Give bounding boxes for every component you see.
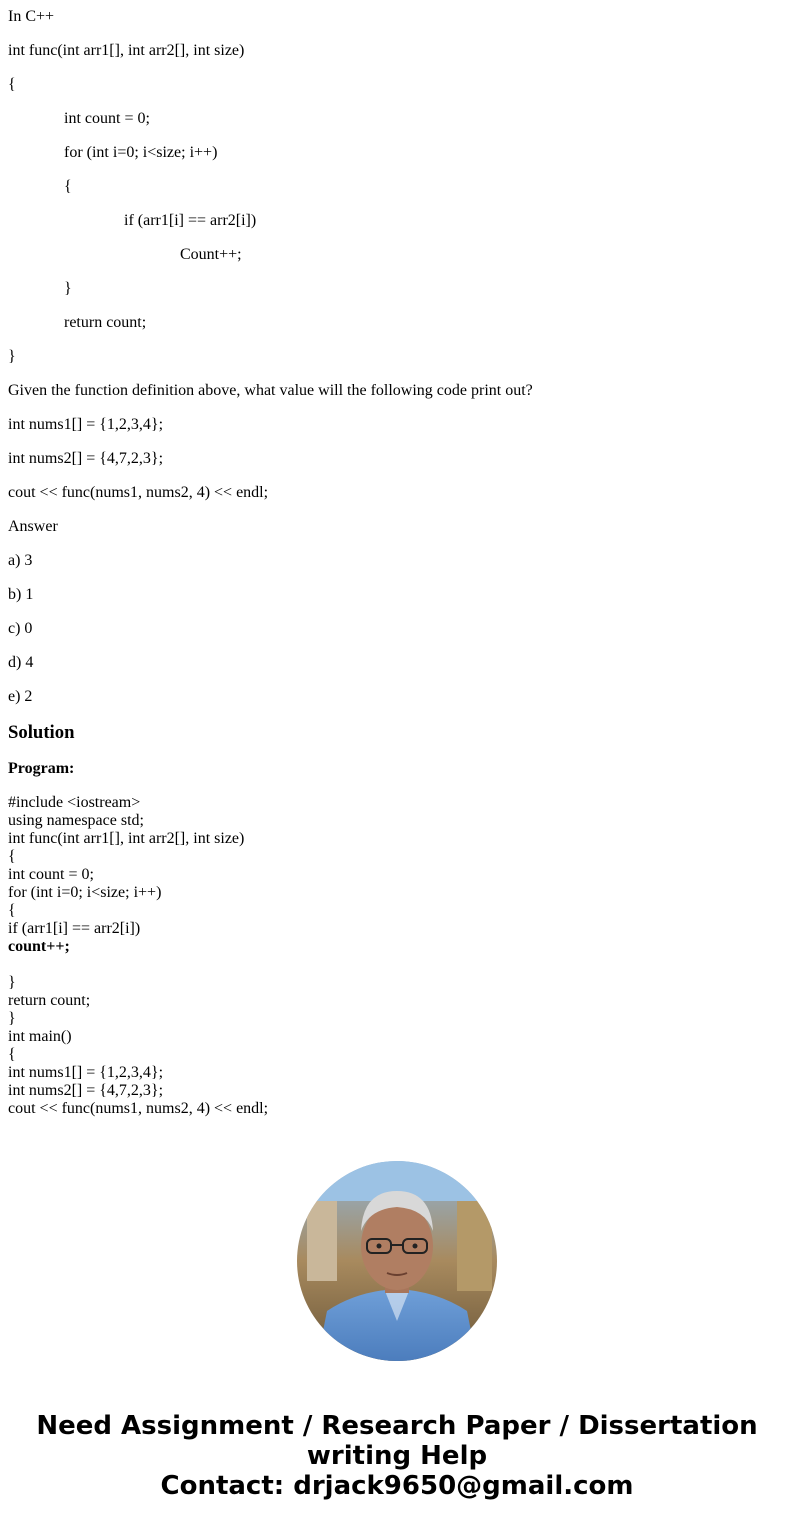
code-line: {	[8, 1046, 16, 1063]
code-blank-line	[8, 956, 786, 974]
solution-heading: Solution	[8, 722, 75, 743]
code-line: if (arr1[i] == arr2[i])	[8, 920, 141, 937]
code-line: {	[8, 902, 16, 919]
code-line: int func(int arr1[], int arr2[], int size)	[8, 830, 245, 847]
code-line: using namespace std;	[8, 812, 144, 829]
program-label: Program:	[8, 760, 75, 777]
question-line: Answer	[8, 518, 58, 535]
question-line: {	[64, 178, 72, 195]
question-line: a) 3	[8, 552, 33, 569]
question-line: Count++;	[180, 246, 242, 263]
question-line: return count;	[64, 314, 147, 331]
code-line: count++;	[8, 938, 70, 955]
code-line: return count;	[8, 992, 91, 1009]
question-line: }	[64, 280, 72, 297]
question-line: c) 0	[8, 620, 33, 637]
question-line: Given the function definition above, what value will the following code print out?	[8, 382, 533, 399]
code-line: #include <iostream>	[8, 794, 141, 811]
code-line: }	[8, 1010, 16, 1027]
document-page	[0, 8, 794, 1118]
code-line: cout << func(nums1, nums2, 4) << endl;	[8, 1100, 269, 1117]
code-line: for (int i=0; i<size; i++)	[8, 884, 162, 901]
question-line: In C++	[8, 8, 55, 25]
question-block	[8, 8, 786, 722]
question-line: int func(int arr1[], int arr2[], int size)	[8, 42, 245, 59]
promo-line-2: writing Help	[306, 1441, 488, 1471]
code-line: {	[8, 848, 16, 865]
promo-contact-line: Contact: drjack9650@gmail.com	[160, 1471, 634, 1501]
question-line: int count = 0;	[64, 110, 150, 127]
question-line: d) 4	[8, 654, 34, 671]
code-line: }	[8, 974, 16, 991]
question-line: b) 1	[8, 586, 34, 603]
question-line: int nums2[] = {4,7,2,3};	[8, 450, 164, 467]
question-line: {	[8, 76, 16, 93]
question-line: int nums1[] = {1,2,3,4};	[8, 416, 164, 433]
person-photo-icon	[297, 1161, 497, 1361]
promo-line-1: Need Assignment / Research Paper / Dissertation	[36, 1411, 758, 1441]
code-block	[8, 794, 786, 1118]
question-line: for (int i=0; i<size; i++)	[64, 144, 218, 161]
author-avatar	[297, 1161, 497, 1361]
code-line: int count = 0;	[8, 866, 94, 883]
promo-footer	[0, 1411, 794, 1501]
question-line: }	[8, 348, 16, 365]
question-line: cout << func(nums1, nums2, 4) << endl;	[8, 484, 269, 501]
code-line: int nums2[] = {4,7,2,3};	[8, 1082, 164, 1099]
question-line: if (arr1[i] == arr2[i])	[124, 212, 257, 229]
code-line: int nums1[] = {1,2,3,4};	[8, 1064, 164, 1081]
code-line: int main()	[8, 1028, 72, 1045]
question-line: e) 2	[8, 688, 33, 705]
